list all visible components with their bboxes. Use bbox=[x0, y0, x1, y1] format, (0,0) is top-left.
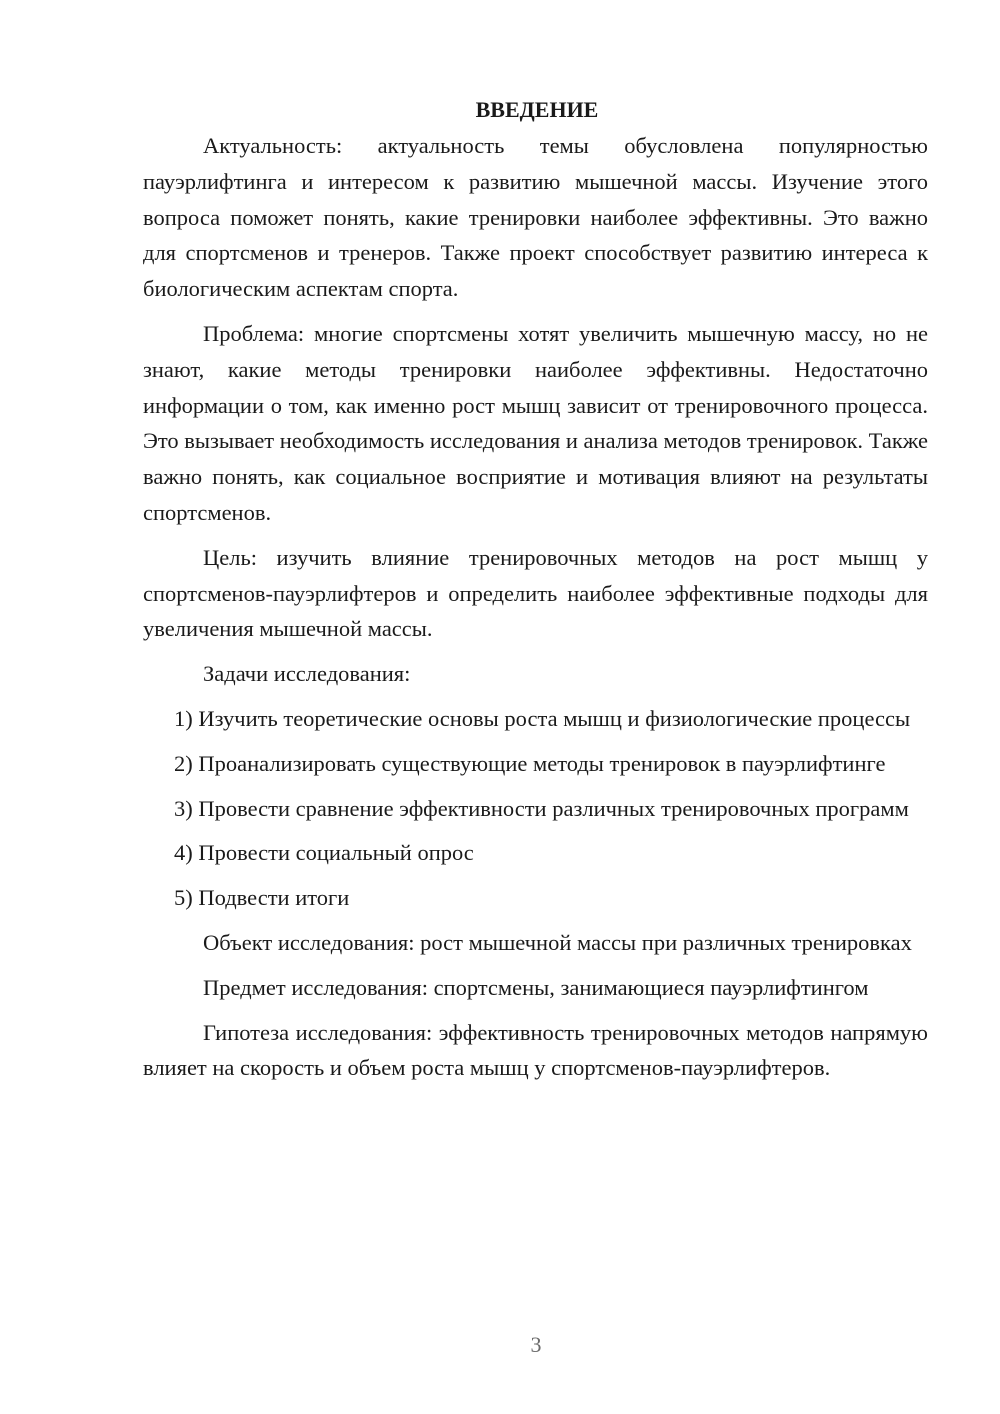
task-item-1: 1) Изучить теоретические основы роста мышц и физиологические процессы bbox=[174, 705, 911, 731]
paragraph-subject: Предмет исследования: спортсмены, занимающиеся пауэрлифтингом bbox=[203, 974, 869, 1000]
paragraph-goal: Цель: изучить влияние тренировочных методов на рост мышц у спортсменов-пауэрлифтеров и определить наиболее эффективные подходы для увеличения мышечной массы. bbox=[143, 544, 928, 642]
section-heading: ВВЕДЕНИЕ bbox=[475, 97, 599, 122]
paragraph-tasks-heading: Задачи исследования: bbox=[203, 661, 411, 687]
task-item-2: 2) Проанализировать существующие методы тренировок в пауэрлифтинге bbox=[174, 750, 886, 776]
paragraph-hypothesis: Гипотеза исследования: эффективность тренировочных методов напрямую влияет на скорость и объем роста мышц у спортсменов-пауэрлифтеров. bbox=[143, 1019, 928, 1081]
task-item-3: 3) Провести сравнение эффективности различных тренировочных программ bbox=[174, 795, 909, 821]
task-item-5: 5) Подвести итоги bbox=[174, 885, 350, 911]
paragraph-object: Объект исследования: рост мышечной массы при различных тренировках bbox=[203, 929, 912, 955]
paragraph-relevance: Актуальность: актуальность темы обусловлена популярностью пауэрлифтинга и интересом к развитию мышечной массы. Изучение этого вопроса поможет понять, какие тренировки наиболее эффективны. Это важно для спортсменов и тренеров. Также проект способствует развитию интереса к биологическим аспектам спорта. bbox=[143, 133, 928, 302]
document-page bbox=[143, 92, 928, 1095]
paragraph-problem: Проблема: многие спортсмены хотят увеличить мышечную массу, но не знают, какие методы тренировки наиболее эффективны. Недостаточно информации о том, как именно рост мышц зависит от тренировочного процесса. Это вызывает необходимость исследования и анализа методов тренировок. Также важно понять, как социальное восприятие и мотивация влияют на результаты спортсменов. bbox=[143, 320, 928, 525]
page-number: 3 bbox=[530, 1332, 542, 1357]
task-item-4: 4) Провести социальный опрос bbox=[174, 840, 474, 866]
